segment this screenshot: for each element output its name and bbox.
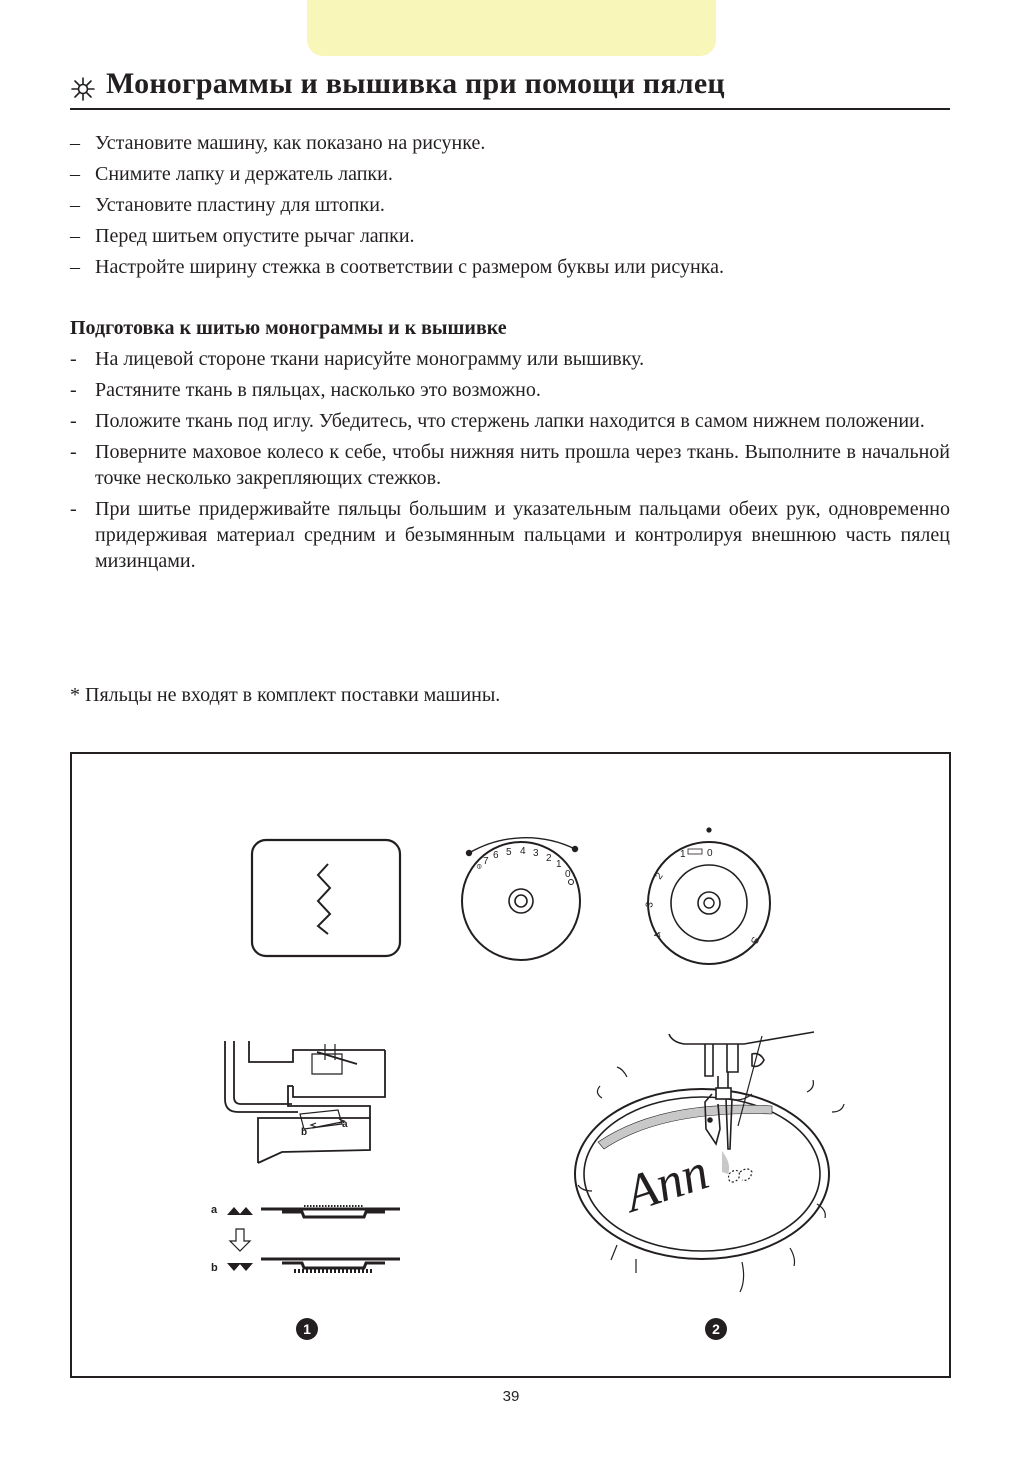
setup-list [70,128,950,283]
list-item: – Установите машину, как показано на рисунке. [70,132,486,154]
svg-text:Ann: Ann [618,1143,716,1224]
dial-number: 3 [644,901,656,909]
dial-number: 1 [680,849,686,860]
list-item: – Перед шитьем опустите рычаг лапки. [70,225,415,247]
callout-1 [296,1318,318,1340]
svg-text:2: 2 [712,1321,720,1337]
page-number: 39 [502,1388,520,1405]
footnote: * Пяльцы не входят в комплект поставки машины. [70,684,501,706]
dial-number: 3 [533,848,539,859]
stitch-width-dial [462,838,580,960]
dial-number: 0 [565,869,571,880]
machine-free-arm [225,1041,385,1163]
dial-number: 7 [483,856,489,867]
steps-list [70,346,950,579]
dial-number: 0 [707,848,713,859]
dial-number: 2 [653,870,666,882]
callout-2 [705,1318,727,1340]
illustration-frame [70,752,951,1378]
position-label-b: b [211,1262,218,1274]
title-row [70,64,950,110]
stitch-pattern-panel [252,840,400,956]
dial-number: S [747,934,761,946]
list-item: - Растяните ткань в пяльцах, насколько это возможно. [70,379,541,401]
dial-number: 4 [652,929,665,940]
illustration [72,754,949,1376]
list-item: - При шитье придерживайте пяльцы большим и указательным пальцами обеих рук, одновременно придерживая материал средним и безымянным пальцами и контролируя внешнюю часть пялец мизинцами. [70,498,950,572]
position-label-a: a [211,1204,218,1216]
list-item: – Снимите лапку и держатель лапки. [70,163,393,185]
dial-number: 1 [556,859,562,870]
presser-foot-needle [669,1032,814,1149]
feed-dog-positions [211,1204,400,1274]
list-item: – Установите пластину для штопки. [70,194,385,216]
page-title: Монограммы и вышивка при помощи пялец [106,67,725,100]
list-item: - Поверните маховое колесо к себе, чтобы нижняя нить прошла через ткань. Выполните в начальной точке несколько закрепляющих стежков. [70,441,950,489]
list-item: – Настройте ширину стежка в соответствии с размером буквы или рисунка. [70,256,724,278]
dial-number: 5 [506,847,512,858]
stitch-length-dial [644,827,770,964]
dial-number: 2 [546,853,552,864]
dial-number: 4 [520,846,526,857]
section-heading: Подготовка к шитью монограммы и к вышивке [70,317,507,339]
monogram-text [615,1143,752,1224]
header-tab [307,0,716,56]
svg-text:1: 1 [303,1321,311,1337]
lever-label-b: b [301,1127,308,1138]
sparkle-icon [70,76,96,102]
list-item: - Положите ткань под иглу. Убедитесь, что стержень лапки находится в самом нижнем положении. [70,410,925,432]
svg-text:⊘: ⊘ [475,862,485,872]
dial-number: 6 [493,850,499,861]
lever-label-a: a [342,1119,348,1130]
arrow-down-icon [230,1229,250,1251]
list-item: - На лицевой стороне ткани нарисуйте монограмму или вышивку. [70,348,645,370]
